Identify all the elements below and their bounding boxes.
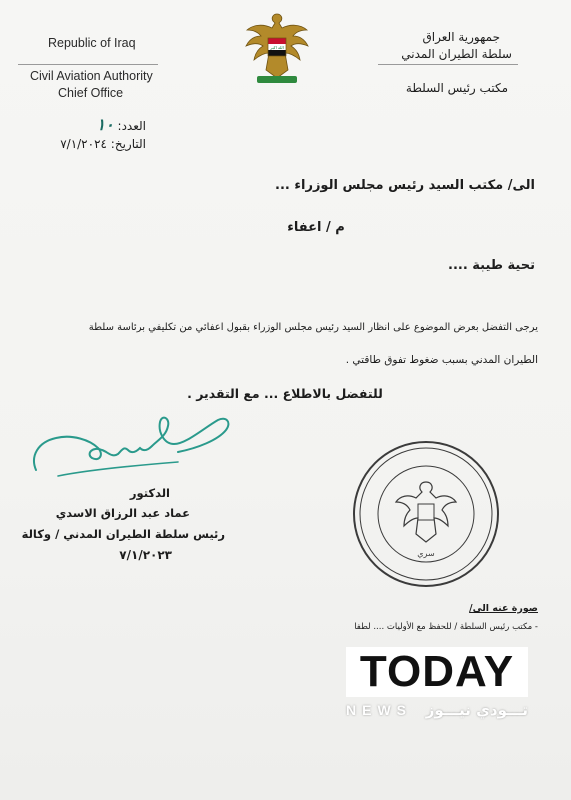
header-ar-authority: سلطة الطيران المدني <box>401 47 512 61</box>
reference-date-label: التاريخ: <box>110 137 146 151</box>
signatory-position: رئيس سلطة الطيران المدني / وكالة <box>21 527 225 541</box>
reference-number <box>60 115 146 134</box>
today-news-subline <box>346 700 528 720</box>
reference-number-label: العدد: <box>117 119 146 133</box>
today-news-label: NEWS <box>346 702 412 718</box>
copy-line: - مكتب رئيس السلطة / للحفظ مع الأوليات .... لطفا <box>354 622 538 632</box>
header-ar-office: مكتب رئيس السلطة <box>405 81 508 95</box>
svg-text:الله اكبر: الله اكبر <box>270 45 284 50</box>
header-en-office: Chief Office <box>58 86 124 100</box>
reference-number-value: ١٠ <box>96 115 114 134</box>
letter-body-line1: يرجى التفضل بعرض الموضوع على انظار السيد رئيس مجلس الوزراء بقبول اعفائي من تكليفي برئاسة سلطة <box>88 322 538 333</box>
letter-subject: م / اعفاء <box>287 220 345 235</box>
letter-body-line2: الطيران المدني بسبب ضغوط تفوق طاقتي . <box>345 354 538 366</box>
today-news-logo <box>346 647 528 697</box>
reference-date-value: ٧/١/٢٠٢٤ <box>60 137 107 151</box>
header-en-divider <box>18 64 158 65</box>
handwritten-signature-icon <box>28 392 238 488</box>
header-en-authority: Civil Aviation Authority <box>30 69 153 83</box>
today-logo-wordmark: TODAY <box>359 647 515 696</box>
signatory-name: عماد عبد الرزاق الاسدي <box>55 506 190 520</box>
letter-greeting: تحية طيبة .... <box>448 258 535 273</box>
svg-text:سري: سري <box>417 549 435 558</box>
letter-addressee: الى/ مكتب السيد رئيس مجلس الوزراء ... <box>275 178 535 193</box>
copy-heading: صورة عنه الى/ <box>469 603 538 614</box>
signatory-title: الدكتور <box>129 486 170 500</box>
letter-closing: للتفضل بالاطلاع ... مع التقدير . <box>187 386 383 401</box>
reference-date <box>40 137 146 151</box>
header-ar-country: جمهورية العراق <box>422 30 500 44</box>
header-ar-divider <box>378 64 518 65</box>
today-news-arabic-label: تـــودي نيـــوز <box>425 701 528 719</box>
header-en-country: Republic of Iraq <box>48 36 136 50</box>
signatory-date: ٧/١/٢٠٢٣ <box>119 548 172 562</box>
iraq-eagle-emblem-icon <box>244 8 310 86</box>
official-stamp-icon <box>350 438 502 590</box>
